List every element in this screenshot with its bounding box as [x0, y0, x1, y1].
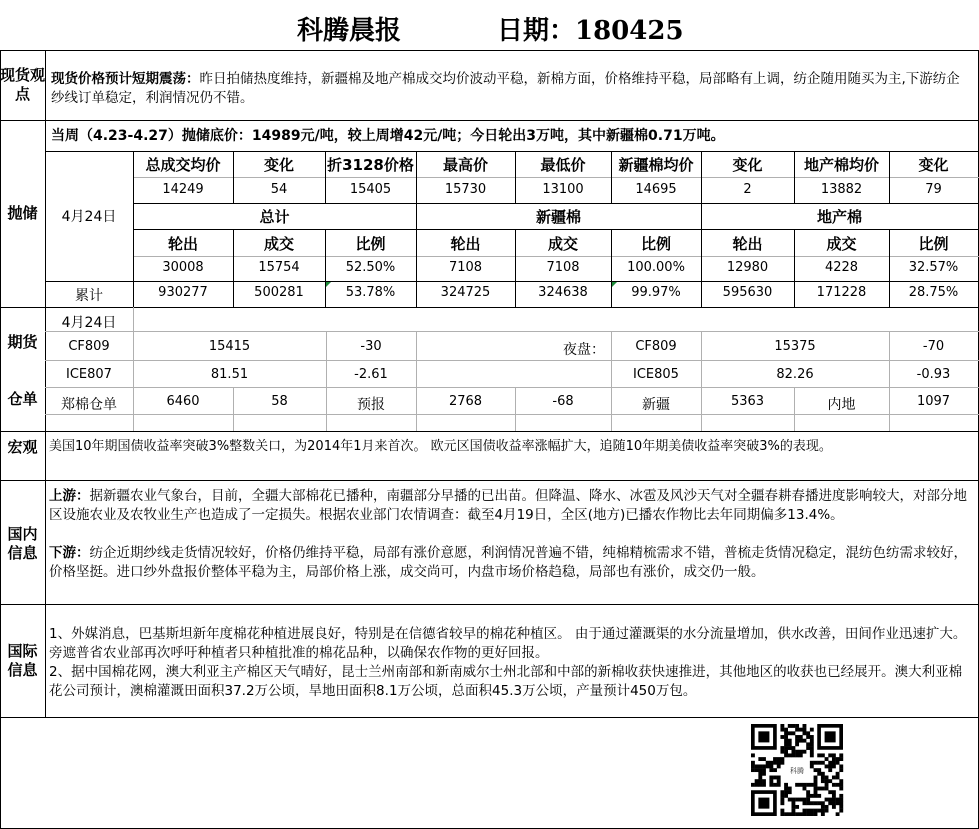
- spot-text: [51, 70, 973, 108]
- price-value: 13100: [542, 182, 584, 197]
- daily-value: 52.50%: [345, 260, 396, 275]
- price-header: 最高价: [442, 156, 488, 174]
- rule: [45, 151, 979, 152]
- price-header: 地产棉均价: [803, 156, 879, 174]
- price-header: 变化: [918, 156, 949, 174]
- warehouse-cell: 58: [271, 394, 288, 409]
- reserve-label: 抛储: [7, 204, 38, 222]
- price-header: 变化: [263, 156, 294, 174]
- price-value: 2: [743, 182, 752, 197]
- rule: [416, 331, 417, 431]
- futures-contract: ICE807: [66, 367, 112, 382]
- night-contract: CF809: [635, 339, 677, 354]
- price-header: 变化: [732, 156, 763, 174]
- futures-price: 15415: [208, 339, 251, 354]
- reserve-summary: 当周（4.23-4.27）抛储底价：14989元/吨，较上周增42元/吨；今日轮出3万吨，其中新疆棉0.71万吨。: [51, 128, 725, 144]
- price-header: 新疆棉均价: [618, 156, 694, 174]
- volume-header: 比例: [355, 235, 386, 253]
- rule: [45, 281, 979, 282]
- warehouse-cell: 预报: [357, 397, 385, 413]
- price-value: 15405: [349, 182, 392, 197]
- report-header: [0, 0, 979, 50]
- night-price: 82.26: [776, 367, 814, 382]
- night-change: -0.93: [916, 367, 951, 382]
- rule: [0, 120, 979, 121]
- cumulative-value: 595630: [722, 285, 773, 300]
- rule: [45, 360, 979, 361]
- price-header: 最低价: [540, 156, 586, 174]
- group-header: 地产棉: [816, 208, 862, 226]
- warehouse-cell: 6460: [166, 394, 200, 409]
- domestic-label: 国内信息: [7, 525, 38, 562]
- futures-date: 4月24日: [61, 315, 117, 331]
- futures-change: -30: [360, 339, 382, 354]
- daily-value: 100.00%: [627, 260, 685, 275]
- macro-text: 美国10年期国债收益率突破3%整数关口，为2014年1月来首次。 欧元区国债收益率涨幅扩大，追随10年期美债收益率突破3%的表现。: [49, 439, 832, 454]
- cumulative-value: 28.75%: [908, 285, 959, 300]
- upstream-text: [49, 487, 973, 525]
- cumulative-value: 324725: [440, 285, 491, 300]
- macro-label: 宏观: [7, 438, 38, 456]
- upstream-lead: 上游：: [49, 488, 90, 504]
- warehouse-cell: 5363: [730, 394, 765, 409]
- volume-header: 比例: [918, 235, 949, 253]
- cumulative-value: 53.78%: [345, 285, 396, 300]
- international-label: 国际信息: [7, 642, 38, 679]
- price-value: 13882: [820, 182, 863, 197]
- rule: [0, 431, 979, 432]
- qr-center-label: 科腾: [790, 766, 804, 775]
- night-contract: ICE805: [633, 367, 679, 382]
- report-title: 科腾晨报: [297, 16, 402, 46]
- daily-value: 30008: [162, 260, 204, 275]
- rule: [45, 331, 979, 332]
- futures-price: 81.51: [210, 367, 249, 382]
- rule: [0, 50, 979, 51]
- warehouse-cell: 1097: [916, 394, 951, 409]
- group-header: 新疆棉: [535, 208, 581, 226]
- price-header: 总成交均价: [145, 156, 221, 174]
- price-value: 14249: [162, 182, 204, 197]
- report-date: 日期：180425: [497, 16, 684, 46]
- warehouse-cell: 内地: [827, 397, 856, 413]
- price-value: 54: [270, 182, 288, 197]
- rule: [0, 307, 979, 308]
- daily-value: 32.57%: [908, 260, 959, 275]
- cumulative-value: 930277: [158, 285, 208, 300]
- rule: [0, 604, 979, 605]
- cumulative-value: 171228: [816, 285, 867, 300]
- comment-marker-icon: [326, 282, 331, 287]
- price-value: 15730: [444, 182, 487, 197]
- volume-header: 成交: [826, 235, 857, 253]
- downstream-body: 纺企近期纱线走货情况较好，价格仍维持平稳，局部有涨价意愿，利润情况普遍不错，纯棉精梳需求不错，普梳走货情况稳定，混纺色纺需求较好，价格坚挺。进口纱外盘报价整体平稳为主，局部价格上涨，成交尚可，内盘市场价格趋稳，局部也有涨价，成交仍一般。: [49, 545, 967, 580]
- price-header: 折3128价格: [327, 156, 414, 174]
- night-session-label: 夜盘：: [563, 342, 605, 358]
- rule: [133, 256, 979, 257]
- futures-label: 期货: [7, 333, 38, 351]
- group-header: 总计: [259, 208, 290, 226]
- comment-marker-icon: [612, 282, 617, 287]
- rule: [0, 480, 979, 481]
- warehouse-cell: 2768: [448, 394, 483, 409]
- downstream-text: [49, 544, 973, 582]
- reserve-date: 4月24日: [61, 209, 117, 225]
- daily-value: 4228: [824, 260, 859, 275]
- volume-header: 轮出: [450, 235, 481, 253]
- qr-code-icon: [742, 724, 852, 816]
- rule: [45, 387, 979, 388]
- upstream-body: 据新疆农业气象台，目前，全疆大部棉花已播种，南疆部分早播的已出苗。但降温、降水、冰雹及风沙天气对全疆春耕春播进度影响较大，对部分地区设施农业及农牧业生产也造成了一定损失。根据农业部门农情调查：截至4月19日，全区(地方)已播农作物比去年同期偏多13.4%。: [49, 488, 967, 523]
- spot-lead: 现货价格预计短期震荡：: [51, 71, 200, 87]
- price-value: 79: [925, 182, 942, 197]
- cumulative-label: 累计: [75, 288, 103, 304]
- rule: [45, 414, 979, 415]
- night-price: 15375: [774, 339, 816, 354]
- volume-header: 成交: [547, 235, 578, 253]
- daily-value: 7108: [448, 260, 483, 275]
- rule: [133, 203, 979, 204]
- international-item-2: 2、据中国棉花网，澳大利亚主产棉区天气晴好，昆士兰州南部和新南威尔士州北部和中部的新棉收获快速推进，其他地区的收获也已经展开。澳大利亚棉花公司预计，澳棉灌溉田面积37.2万公顷，旱地田面积8.1万公顷，总面积45.3万公顷，产量预计450万包。: [49, 664, 963, 699]
- international-item-1: 1、外媒消息，巴基斯坦新年度棉花种植进展良好，特别是在信德省较早的棉花种植区。 由于通过灌溉渠的水分流量增加，供水改善，田间作业迅速扩大。 旁遮普省农业部再次呼吁种植者只种植批准的棉花品种，以确保农作物的更好回报。: [49, 626, 967, 661]
- rule: [133, 229, 979, 230]
- warehouse-cell: 郑棉仓单: [61, 397, 117, 413]
- daily-value: 15754: [258, 260, 300, 275]
- cumulative-value: 500281: [254, 285, 304, 300]
- warehouse-label: 仓单: [7, 390, 38, 408]
- cumulative-value: 99.97%: [631, 285, 681, 300]
- futures-contract: CF809: [68, 339, 110, 354]
- warehouse-cell: -68: [552, 394, 574, 409]
- futures-change: -2.61: [354, 367, 388, 382]
- rule: [0, 717, 979, 718]
- downstream-lead: 下游：: [49, 545, 90, 561]
- volume-header: 成交: [263, 235, 294, 253]
- volume-header: 比例: [640, 235, 671, 253]
- price-value: 14695: [635, 182, 677, 197]
- spot-body: 昨日拍储热度维持，新疆棉及地产棉成交均价波动平稳，新棉方面，价格维持平稳，局部略有上调，纺企随用随买为主,下游纺企纱线订单稳定，利润情况仍不错。: [51, 71, 960, 106]
- rule: [133, 177, 979, 178]
- night-change: -70: [922, 339, 945, 354]
- daily-value: 12980: [726, 260, 769, 275]
- volume-header: 轮出: [732, 235, 763, 253]
- warehouse-cell: 新疆: [642, 397, 670, 413]
- spot-label: 现货观点: [0, 66, 46, 103]
- cumulative-value: 324638: [538, 285, 588, 300]
- daily-value: 7108: [546, 260, 580, 275]
- volume-header: 轮出: [167, 235, 198, 253]
